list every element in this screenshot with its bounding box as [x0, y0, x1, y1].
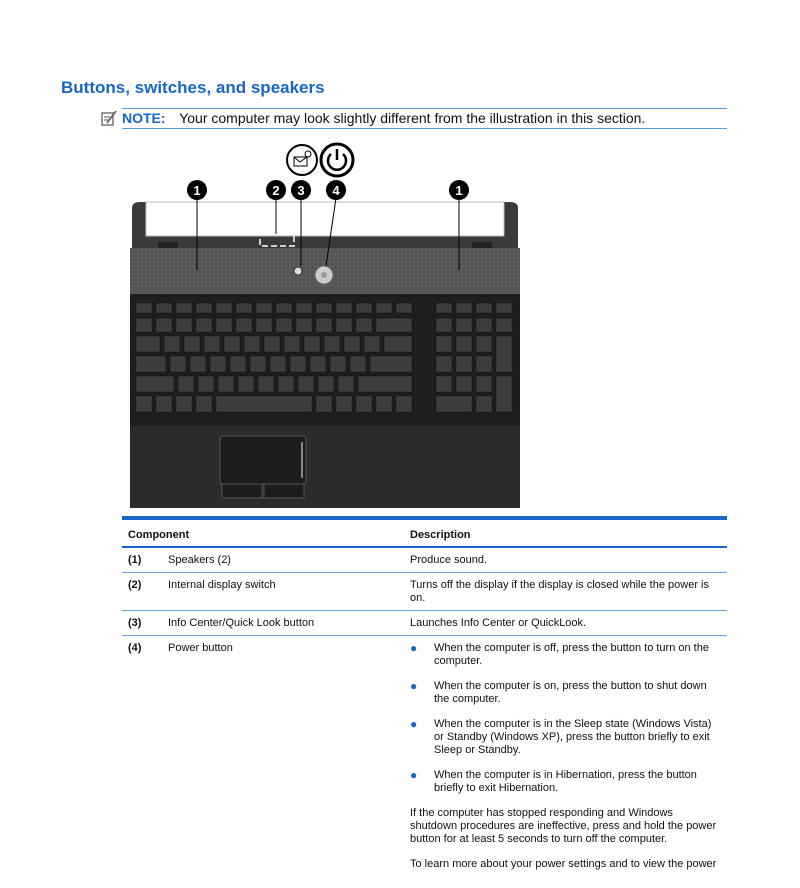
row-number: (2) — [122, 573, 162, 611]
callout-2 — [266, 180, 286, 200]
component-name: Internal display switch — [162, 573, 404, 611]
component-description: Turns off the display if the display is closed while the power is on. — [404, 573, 727, 611]
table-row — [122, 573, 727, 611]
components-table — [122, 516, 727, 888]
note-text: Your computer may look slightly different from the illustration in this section. — [179, 110, 645, 126]
header-description: Description — [404, 518, 727, 547]
callout-3 — [291, 180, 311, 200]
svg-text:1: 1 — [193, 183, 200, 198]
table-row — [122, 611, 727, 636]
bullet-icon: ● — [410, 718, 417, 731]
component-description: Produce sound. — [404, 547, 727, 573]
bullet-icon: ● — [410, 769, 417, 782]
svg-text:1: 1 — [455, 183, 462, 198]
svg-text:3: 3 — [297, 183, 304, 198]
note-icon — [101, 110, 117, 126]
list-item: ● When the computer is in Hibernation, press the button briefly to exit Hibernation. — [410, 769, 721, 795]
power-settings-paragraph: To learn more about your power settings and to view the power — [410, 858, 721, 871]
table-row — [122, 547, 727, 573]
callout-4 — [326, 180, 346, 200]
list-item: ● When the computer is off, press the button to turn on the computer. — [410, 642, 721, 668]
laptop-illustration — [118, 138, 538, 514]
svg-text:2: 2 — [272, 183, 279, 198]
callout-1-left — [187, 180, 207, 200]
component-name: Speakers (2) — [162, 547, 404, 573]
bullet-icon: ● — [410, 680, 417, 693]
row-number: (4) — [122, 636, 162, 888]
table-row — [122, 636, 727, 888]
shutdown-paragraph: If the computer has stopped responding and Windows shutdown procedures are ineffective, press and hold the power button for at least 5 seconds to turn off the computer. — [410, 807, 721, 846]
row-number: (3) — [122, 611, 162, 636]
note-label: NOTE: — [122, 110, 166, 126]
component-description — [404, 636, 727, 888]
svg-text:4: 4 — [332, 183, 340, 198]
header-component: Component — [122, 518, 404, 547]
callout-1-right — [449, 180, 469, 200]
list-item: ● When the computer is in the Sleep state (Windows Vista) or Standby (Windows XP), press the button briefly to exit Sleep or Standby. — [410, 718, 721, 757]
section-heading: Buttons, switches, and speakers — [61, 78, 325, 98]
component-description: Launches Info Center or QuickLook. — [404, 611, 727, 636]
note-box — [122, 108, 727, 129]
component-name: Info Center/Quick Look button — [162, 611, 404, 636]
component-name: Power button — [162, 636, 404, 888]
list-item: ● When the computer is on, press the button to shut down the computer. — [410, 680, 721, 706]
info-center-icon — [287, 145, 317, 175]
bullet-icon: ● — [410, 642, 417, 655]
power-button-list — [410, 642, 721, 795]
power-icon — [321, 144, 353, 176]
row-number: (1) — [122, 547, 162, 573]
